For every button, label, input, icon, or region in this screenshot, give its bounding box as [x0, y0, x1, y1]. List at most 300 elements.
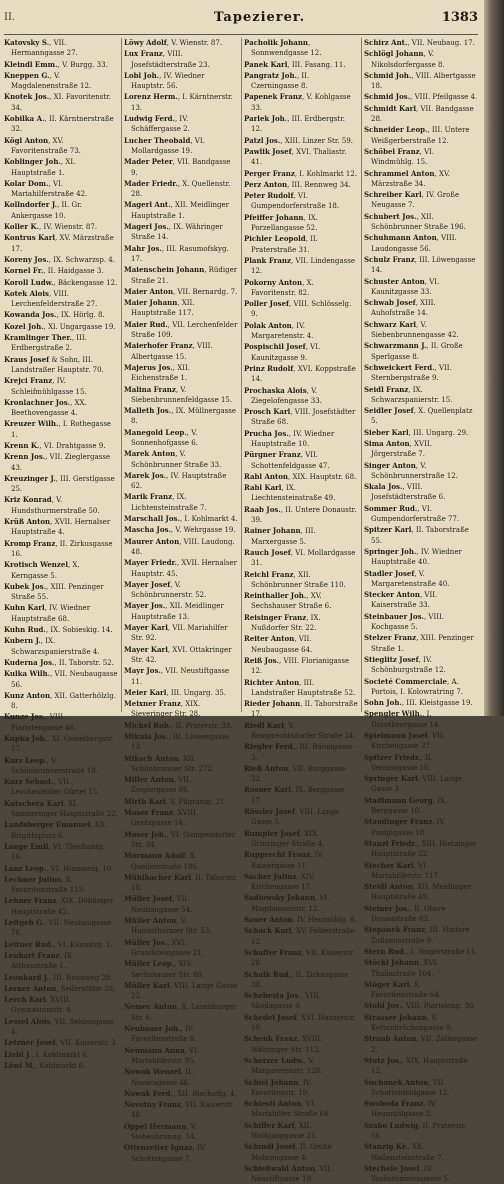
- entry-name: Leonhard J.: [4, 972, 49, 982]
- entry-name: Magerl Ant.: [124, 200, 171, 210]
- directory-entry: [244, 526, 358, 547]
- directory-entry: [244, 613, 358, 634]
- entry-name: Letzner Josef: [4, 1038, 56, 1048]
- entry-address: , VI. Mollardgasse 31.: [251, 548, 356, 568]
- directory-entry: [244, 591, 358, 612]
- entry-name: Stutz Jos.: [364, 1055, 402, 1065]
- directory-entry: [124, 699, 238, 720]
- directory-entry: [124, 385, 238, 406]
- entry-address: , III. Rennweg 28.: [48, 973, 113, 982]
- directory-entry: [364, 569, 478, 590]
- entry-address: , III. Löwengasse 14.: [371, 255, 476, 275]
- entry-name: Kowanda Jos.: [4, 310, 57, 320]
- directory-entry: [124, 1100, 238, 1121]
- directory-entry: [124, 537, 238, 558]
- entry-address: , III. Fasang. 11.: [287, 60, 346, 69]
- directory-entry: [4, 92, 118, 113]
- entry-name: Kneppen G.: [4, 70, 50, 80]
- entry-name: Müller Anton: [124, 916, 177, 926]
- entry-address: , IV. Schönburgstraße 12.: [371, 655, 446, 675]
- directory-entry: [124, 721, 238, 731]
- directory-entry: [244, 472, 358, 482]
- entry-address: , VI. Mariahilfer Straße 64.: [251, 1100, 331, 1119]
- entry-address: , III. Erdbergstraße 2.: [11, 334, 87, 353]
- entry-address: , VI. Mariahilferstr. 95.: [131, 1046, 200, 1065]
- entry-address: , III. Kleistgasse 19.: [401, 699, 473, 708]
- entry-name: Steiner Jos.: [364, 903, 410, 913]
- directory-entry: [4, 355, 118, 376]
- entry-name: Kurz Sebast.: [4, 777, 54, 787]
- entry-name: Lange Emil: [4, 841, 49, 851]
- directory-entry: [124, 775, 238, 796]
- entry-address: , III. Untere Weißgerberstraße 12.: [371, 126, 470, 145]
- directory-entry: [4, 60, 118, 70]
- directory-entry: [364, 190, 478, 211]
- entry-name: Schack Karl: [244, 926, 292, 936]
- directory-entry: [364, 71, 478, 92]
- entry-address: , V. Pilgramg. 21.: [165, 797, 227, 806]
- entry-address: , XX. Wallensteinstraße 7.: [371, 1143, 444, 1162]
- entry-address: , X. Favoritenstraße 64.: [371, 980, 441, 1000]
- entry-address: , XVII. Jörgerstraße 7.: [371, 439, 432, 459]
- entry-name: Kolar Dom.: [4, 178, 49, 188]
- entry-address: , VI. Drahtgasse 9.: [39, 441, 106, 450]
- entry-address: , XIV. Kirchengasse 17.: [251, 872, 315, 892]
- entry-address: , VI. Kaunitzg. 1.: [53, 940, 113, 949]
- entry-name: Löwi M.: [4, 1060, 35, 1070]
- entry-name: Lerch Karl: [4, 995, 46, 1005]
- directory-entry: [364, 461, 478, 482]
- entry-name: Schmid Jos.: [364, 92, 411, 102]
- entry-name: Koroll Ludw.: [4, 277, 54, 287]
- entry-address: , IX. Althanstraße 1.: [11, 951, 75, 971]
- directory-entry: [124, 1046, 238, 1067]
- entry-name: Polak Anton: [244, 320, 292, 330]
- entry-address: , VI. Gumpendorferstraße 18.: [251, 192, 340, 211]
- entry-name: Stadler Josef: [364, 568, 415, 578]
- entry-address: , XVI. Thaliastr. 41.: [251, 147, 347, 167]
- entry-address: , VII. Schottenfeldgasse 12.: [371, 1078, 450, 1097]
- entry-address: , IX. Berggasse 10.: [371, 796, 448, 816]
- directory-entry: [4, 582, 118, 603]
- entry-name: Prochaska Alois: [244, 385, 307, 395]
- directory-entry: [364, 547, 478, 568]
- entry-name: Kulka Wilh.: [4, 669, 51, 679]
- entry-name: Kriz Konrad: [4, 495, 52, 505]
- directory-entry: [124, 114, 238, 135]
- entry-address: , XII. Schönbrunner Straße 110.: [251, 570, 346, 589]
- entry-address: , IX. Hörlg. 8.: [56, 311, 105, 320]
- entry-name: Müller Leop.: [124, 959, 175, 969]
- entry-name: Schaffer Franz: [244, 947, 302, 957]
- entry-name: Stanzig Kr.: [364, 1142, 408, 1152]
- directory-entry: [4, 441, 118, 451]
- entry-address: , V. Hundsthurmer Str. 53.: [131, 917, 212, 936]
- entry-address: , I. Kohlmarkt 12.: [294, 169, 358, 178]
- entry-address: , IV. Wiedner Hauptstraße 10.: [251, 429, 335, 448]
- entry-name: Kubern J.: [4, 636, 41, 646]
- entry-address: , VI. Kaunitzgasse 33.: [371, 277, 440, 296]
- directory-entry: [124, 492, 238, 513]
- entry-address: , VII. Kirchengasse 27.: [371, 732, 445, 751]
- directory-entry: [124, 471, 238, 492]
- entry-name: Mader Peter: [124, 157, 173, 167]
- entry-address: , V. Schönbrunner Straße 33.: [131, 450, 222, 469]
- entry-name: Stieglitz Josef: [364, 654, 419, 664]
- entry-name: Meier Karl: [124, 687, 167, 697]
- directory-entry: [124, 320, 238, 341]
- entry-address: , III. Erdbergstr. 12.: [251, 115, 346, 134]
- directory-entry: [4, 984, 118, 994]
- column-4: [364, 38, 478, 1184]
- entry-address: , X. Laxenburger Str. 6.: [131, 1003, 237, 1022]
- directory-entry: [4, 539, 118, 560]
- entry-address: , VI. Kaunitzgasse 9.: [251, 343, 321, 362]
- entry-address: , I. Kohlmarkt 4.: [179, 515, 238, 524]
- directory-entry: [4, 1017, 118, 1038]
- directory-entry: [244, 278, 358, 299]
- entry-address: , V. Schönbrunnerstraße 18.: [11, 756, 98, 775]
- entry-address: , Seilerstätte 28.: [56, 984, 116, 993]
- entry-address: , XII. Schönbrunner Straße 196.: [371, 212, 466, 232]
- entry-address: , XI. Favoritenstr. 34.: [11, 93, 111, 112]
- directory-entry: [4, 799, 118, 820]
- entry-address: , XIX. Döblinger Hauptstraße 42.: [11, 897, 114, 916]
- entry-address: , XVI. Koppstraße 14.: [251, 364, 356, 384]
- entry-name: Sauer Anton: [244, 915, 293, 925]
- entry-name: Michel Rob.: [124, 720, 172, 730]
- entry-address: , VI. Magdalenenstr. 12.: [251, 894, 330, 913]
- directory-entry: [364, 277, 478, 298]
- entry-name: Lechner Julius: [4, 874, 62, 884]
- directory-entry: [244, 92, 358, 113]
- directory-entry: [124, 754, 238, 775]
- entry-address: , VII. Neubaug. 17.: [407, 39, 475, 47]
- entry-name: Staudinger Franz: [364, 817, 433, 827]
- entry-name: Ottenreiter Ignaz: [124, 1143, 193, 1153]
- directory-entry: [4, 940, 118, 950]
- entry-address: , III. Baumgasse 3.: [251, 743, 353, 762]
- entry-name: Kozel Joh.: [4, 321, 44, 331]
- entry-name: Leitner Rud.: [4, 939, 54, 949]
- directory-entry: [244, 548, 358, 569]
- entry-address: , V. Schönbrunnerstr. 52.: [131, 580, 207, 600]
- entry-address: , VIII. Lange Gasse 22.: [131, 981, 238, 1001]
- directory-entry: [4, 875, 118, 896]
- directory-entry: [4, 179, 118, 200]
- entry-address: , IX. Sobieskig. 14.: [45, 626, 113, 635]
- entry-name: Leitgeb G.: [4, 918, 45, 928]
- entry-address: , A. Portois, I. Kolowratring 7.: [371, 677, 464, 696]
- entry-name: Kögl Anton: [4, 135, 49, 145]
- entry-address: , VI. Mariahilferstr. 117.: [371, 861, 441, 880]
- entry-address: , XIII. Penzinger Straße 55.: [11, 582, 104, 602]
- entry-address: , XIII. Auhofstraße 14.: [371, 299, 436, 318]
- directory-entry: [244, 742, 358, 763]
- directory-entry: [364, 92, 478, 102]
- entry-name: Stohl Jos.: [364, 1001, 402, 1011]
- page-number: 1383: [441, 10, 478, 25]
- entry-name: Mikula Jos.: [124, 732, 169, 741]
- entry-name: Lobl Joh.: [124, 70, 160, 80]
- entry-address: , IV. Wiedner Hauptstraße 68.: [11, 604, 91, 623]
- entry-address: , XX. Brigittaplatz 6.: [11, 821, 108, 840]
- directory-entry: [364, 753, 478, 774]
- entry-name: Rabl Anton: [244, 471, 289, 481]
- directory-entry: [4, 973, 118, 983]
- entry-address: , X. Quellenplatz 5.: [371, 407, 473, 426]
- entry-name: Neubauer Joh.: [124, 1024, 181, 1034]
- directory-entry: [124, 363, 238, 384]
- directory-entry: [364, 904, 478, 925]
- entry-name: Schalk Rud.: [244, 969, 292, 979]
- entry-name: Stecher Karl: [364, 860, 414, 870]
- entry-name: Richter Anton: [244, 677, 300, 687]
- entry-name: Lorenz Herm.: [124, 92, 178, 102]
- directory-entry: [244, 785, 358, 806]
- entry-name: Kutschera Karl: [4, 798, 64, 808]
- directory-entry: [364, 698, 478, 708]
- directory-entry: [4, 114, 118, 135]
- entry-address: , VII. Kaiserstr. 28.: [251, 948, 355, 968]
- entry-name: Marek Anton: [124, 449, 176, 459]
- folio-left: II.: [4, 12, 16, 23]
- entry-address: , VII. Lerchenfelder Straße 109.: [131, 320, 238, 340]
- entry-name: Prucha Jos.: [244, 428, 289, 438]
- entry-address: , IX. Lichtensteinstraße 7.: [131, 493, 207, 512]
- directory-entry: [364, 1013, 478, 1034]
- entry-name: Panek Karl: [244, 59, 288, 69]
- entry-name: Pokorny Anton: [244, 277, 303, 287]
- directory-entry: [124, 406, 238, 427]
- directory-entry: [124, 981, 238, 1002]
- entry-address: , V. Margaretenstraße 40.: [371, 569, 450, 588]
- directory-entry: [244, 1099, 358, 1120]
- directory-entry: [364, 525, 478, 546]
- entry-name: Rumpler Josef: [244, 828, 300, 838]
- entry-address: , X. Favoritenstraße 113.: [11, 875, 86, 895]
- entry-name: Schwarz Karl: [364, 319, 417, 329]
- entry-address: , XVII. Hernalser Hauptstraße 4.: [11, 518, 111, 537]
- entry-name: Schuster Anton: [364, 276, 425, 286]
- entry-address: , IV. Schottengasse 7.: [131, 1144, 206, 1163]
- entry-name: Schneider Leop.: [364, 125, 428, 135]
- directory-entry: [124, 265, 238, 286]
- entry-name: Papenek Franz: [244, 92, 302, 102]
- entry-address: , IV. Schleifmühlgasse 15.: [11, 377, 87, 396]
- entry-name: Schubert Jos.: [364, 211, 417, 221]
- entry-name: Schuhmann Anton: [364, 233, 437, 243]
- entry-address: , VIII. Josefstädterstraße 6.: [371, 483, 446, 502]
- directory-entry: [364, 817, 478, 838]
- header-rule: [4, 34, 478, 35]
- entry-name: Koreny Jos.: [4, 254, 49, 264]
- entry-name: Spielmann Josef: [364, 731, 428, 740]
- directory-entry: [4, 1050, 118, 1060]
- entry-name: Seidler Josef: [364, 406, 414, 416]
- entry-address: , III. Gerstlgasse 25.: [11, 474, 115, 494]
- directory-entry: [364, 406, 478, 427]
- entry-address: , Kohlmarkt 6.: [34, 1061, 86, 1070]
- directory-entry: [124, 797, 238, 807]
- directory-entry: [124, 71, 238, 92]
- entry-name: Kramlinger Ther.: [4, 333, 72, 343]
- entry-address: , II. Novaragasse 46.: [131, 1068, 194, 1087]
- directory-entry: [244, 321, 358, 342]
- directory-entry: [244, 71, 358, 92]
- entry-name: Reichl Franz: [244, 569, 294, 579]
- directory-entry: [364, 49, 478, 70]
- directory-entry: [364, 655, 478, 676]
- directory-entry: [244, 364, 358, 385]
- entry-address: , VIII. Piaristeng. 36.: [401, 1002, 476, 1011]
- entry-name: Pürgner Franz: [244, 450, 301, 460]
- directory-entry: [244, 948, 358, 969]
- entry-name: Krenn Jos.: [4, 452, 46, 462]
- directory-entry: [244, 872, 358, 893]
- entry-name: Patzl Jos.: [244, 135, 281, 145]
- book-spine: [484, 0, 504, 716]
- entry-name: Nemec Anton: [124, 1002, 177, 1012]
- directory-entry: [364, 861, 478, 882]
- entry-name: Mayer Karl: [124, 644, 168, 654]
- directory-entry: [364, 255, 478, 276]
- entry-address: , VI. Mollardgasse 19.: [131, 136, 205, 155]
- entry-name: Raab Jos.: [244, 504, 281, 514]
- entry-name: Stanzl Friedr.: [364, 838, 418, 848]
- entry-address: , II. Vereinsgasse 10.: [371, 753, 433, 772]
- directory-entry: [4, 625, 118, 635]
- directory-entry: [4, 200, 118, 221]
- entry-name: Mascha Jos.: [124, 525, 171, 535]
- entry-address: , VIII. Laudong. 48.: [131, 537, 235, 556]
- entry-name: Krotisch Wenzel: [4, 560, 68, 570]
- entry-name: Kraus Josef: [4, 354, 50, 364]
- entry-name: Krejci Franz: [4, 376, 53, 386]
- entry-name: Sacher Julius: [244, 871, 297, 881]
- column-divider: [121, 38, 122, 712]
- directory-entry: [124, 38, 238, 48]
- entry-address: , Rüdiger Straße 21.: [131, 266, 238, 285]
- entry-name: Peter Rudolf: [244, 191, 294, 201]
- directory-entry: [124, 222, 238, 243]
- entry-name: Majerus Jos.: [124, 362, 173, 372]
- entry-address: , XIII. Hietzinger Hauptstraße 22.: [371, 839, 477, 859]
- entry-name: Maier Rud.: [124, 319, 168, 329]
- entry-address: , V. Magdalenenstraße 12.: [11, 71, 92, 91]
- entry-name: Rauch Josef: [244, 547, 291, 557]
- entry-name: Stecker Anton: [364, 590, 420, 600]
- entry-address: , III. Löwengasse 13.: [131, 733, 230, 752]
- columns-area: [4, 38, 480, 1184]
- entry-address: , XIX. Grinzinger Straße 4.: [251, 829, 325, 848]
- entry-name: Societé Commerciale: [364, 676, 447, 686]
- entry-name: Spitzer Karl: [364, 525, 412, 535]
- entry-address: , V. Siebenbrunng. 14.: [131, 1122, 197, 1141]
- directory-entry: [124, 287, 238, 297]
- directory-entry: [124, 1143, 238, 1164]
- entry-name: Sima Anton: [364, 438, 410, 448]
- directory-entry: [124, 49, 238, 70]
- entry-name: Springer Karl: [364, 774, 418, 784]
- entry-address: , XVII. Hernalser Hauptstr. 45.: [131, 559, 238, 578]
- entry-address: , XVI. Ottakringer Str. 42.: [131, 645, 232, 664]
- entry-address: , XX. Beethovengasse 4.: [11, 398, 87, 418]
- entry-name: Pawlik Josef: [244, 146, 292, 156]
- entry-name: Lessel Alois: [4, 1016, 51, 1026]
- directory-entry: [4, 777, 118, 798]
- entry-address: , VII. Lerchenfelder Gürtel 15.: [11, 778, 100, 797]
- entry-address: , V. Reinprechtsdorfer Straße 24.: [251, 721, 356, 740]
- directory-entry: [124, 916, 238, 937]
- directory-entry: [244, 1121, 358, 1142]
- entry-address: , X. Favoritenstr. 82.: [251, 278, 314, 297]
- entry-address: , IV. Favoritenstraße 8.: [131, 1025, 197, 1044]
- entry-name: Strasser Johann: [364, 1012, 427, 1022]
- entry-name: Spengler Wilh.: [364, 709, 423, 719]
- directory-entry: [364, 38, 478, 48]
- entry-address: , VIII. Schlösselg. 9.: [251, 300, 352, 319]
- directory-entry: [244, 970, 358, 991]
- entry-name: Stepanek Franz: [364, 925, 426, 935]
- entry-name: Mayer Friedr.: [124, 558, 177, 568]
- directory-entry: [244, 991, 358, 1012]
- entry-address: , IV. Große Neugasse 7.: [371, 191, 460, 210]
- entry-address: , VI. Windmühlg. 15.: [371, 147, 435, 167]
- directory-entry: [244, 38, 358, 59]
- entry-address: , VII. Mariahilfer Str. 92.: [131, 624, 228, 643]
- entry-name: Stöckl Johann: [364, 958, 419, 968]
- directory-entry: [124, 157, 238, 178]
- directory-entry: [124, 851, 238, 872]
- entry-address: , II. Obere Donaustraße 83.: [371, 904, 446, 924]
- entry-address: , VIII. Florianigasse 12.: [251, 656, 350, 676]
- entry-address: , V. Margaretenstr. 128.: [251, 1056, 323, 1076]
- page-header: [4, 4, 480, 32]
- entry-address: , IX. Berggasse 17.: [251, 786, 345, 805]
- entry-address: , XII. Hauptstraße 117.: [131, 299, 195, 318]
- directory-entry: [124, 341, 238, 362]
- entry-address: , VII. Neubaugasse 56.: [11, 670, 118, 689]
- directory-entry: [244, 893, 358, 914]
- entry-address: , XI. Geiselbergstr. 17.: [11, 735, 114, 754]
- entry-address: , IV. Wiedner Hauptstraße 40.: [371, 547, 462, 567]
- column-1: [4, 38, 118, 1070]
- entry-address: , XII. Bischoffg. 4.: [172, 1089, 237, 1098]
- directory-entry: [124, 428, 238, 449]
- entry-name: Kunze Jos.: [4, 712, 46, 722]
- entry-name: Rieß Anton: [244, 763, 289, 773]
- entry-name: Seidl Franz: [364, 384, 409, 394]
- directory-entry: [4, 333, 118, 354]
- entry-name: Schindl Josef: [244, 1142, 296, 1152]
- entry-name: Straub Anton: [364, 1034, 417, 1044]
- directory-entry: [364, 612, 478, 633]
- directory-entry: [4, 419, 118, 440]
- entry-name: Lehner Franz: [4, 896, 57, 906]
- entry-name: Müller Karl: [124, 980, 170, 990]
- entry-name: Kubek Jos.: [4, 581, 47, 591]
- entry-name: Perz Anton: [244, 179, 288, 189]
- directory-entry: [124, 938, 238, 959]
- entry-name: Suchanek Anton: [364, 1077, 429, 1087]
- entry-name: Lerner Anton: [4, 983, 57, 993]
- entry-address: , IV. Heumühlgasse 2.: [371, 1100, 437, 1119]
- entry-address: , Bäckengasse 12.: [53, 278, 118, 287]
- directory-entry: [364, 147, 478, 168]
- entry-name: Maurer Anton: [124, 536, 180, 546]
- directory-entry: [124, 580, 238, 601]
